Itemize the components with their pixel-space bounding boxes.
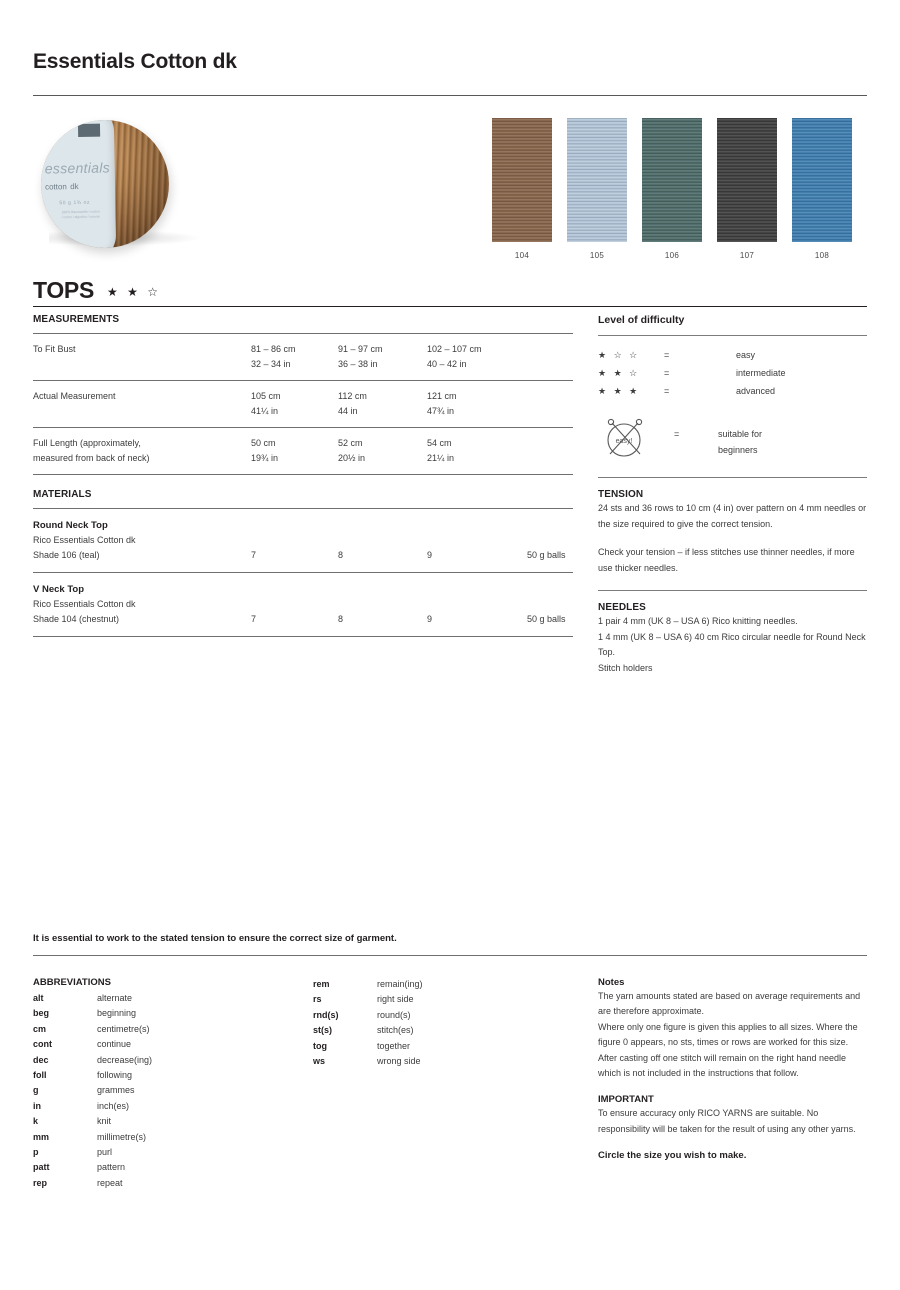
needles-heading: NEEDLES	[598, 602, 646, 613]
measurement-value-cm: 52 cm	[338, 438, 363, 448]
notes-paragraph-2: Where only one figure is given this applies to all sizes. Where the figure 0 appears, no sts, times or rows are worked for this size.	[598, 1021, 858, 1048]
difficulty-equals: =	[664, 350, 670, 360]
shade-swatch	[567, 118, 627, 260]
material-shade: Shade 104 (chestnut)	[33, 614, 120, 624]
shade-swatch-chip	[792, 118, 852, 242]
measurement-value-in: 44 in	[338, 406, 358, 416]
abbreviation-key: alt	[33, 993, 44, 1003]
abbreviation-key: g	[33, 1085, 39, 1096]
shade-swatch-label: 108	[814, 251, 830, 260]
shade-swatches	[492, 118, 872, 260]
tension-paragraph-1: 24 sts and 36 rows to 10 cm (4 in) over pattern on 4 mm needles or the size required to give the correct tension.	[598, 503, 867, 529]
abbreviation-row	[33, 1037, 293, 1052]
abbreviation-value: decrease(ing)	[97, 1054, 153, 1065]
abbreviation-value: knit	[97, 1116, 112, 1127]
abbreviation-row	[33, 1053, 293, 1068]
abbreviation-value: pattern	[97, 1162, 126, 1173]
notes-column	[598, 977, 870, 1162]
material-quantity: 8	[338, 550, 344, 560]
abbreviation-value: purl	[97, 1147, 113, 1158]
material-item	[33, 572, 573, 636]
measurement-label	[33, 428, 251, 475]
material-quantity: 7	[251, 550, 257, 560]
easy-badge-icon	[598, 407, 656, 463]
difficulty-label: intermediate	[736, 368, 786, 378]
measurement-value-cm: 91 – 97 cm	[338, 344, 383, 354]
easy-badge-text: easy!	[615, 438, 633, 445]
abbreviation-row	[33, 1068, 293, 1083]
abbreviation-key: st(s)	[313, 1025, 333, 1036]
abbreviation-value: centimetre(s)	[97, 1023, 150, 1034]
measurement-row	[33, 334, 573, 381]
measurement-value-in: 36 – 38 in	[338, 359, 378, 369]
left-column	[33, 314, 573, 637]
material-quantity: 8	[338, 614, 344, 624]
difficulty-equals: =	[664, 368, 670, 378]
abbreviation-value: following	[97, 1070, 133, 1081]
notes-paragraph-1: The yarn amounts stated are based on average requirements and are therefore approximate.	[598, 991, 861, 1017]
difficulty-row	[598, 350, 867, 368]
important-text: To ensure accuracy only RICO YARNS are suitable. No responsibility will be taken for the result of using any other yarns.	[598, 1108, 856, 1134]
measurement-value-cm: 112 cm	[338, 391, 367, 401]
tops-title: TOPS	[33, 277, 95, 303]
measurement-label-line1: To Fit Bust	[33, 344, 76, 354]
band-name-suffix: dk	[70, 181, 79, 192]
abbreviation-row	[33, 1114, 293, 1129]
abbreviations-column-1	[33, 977, 293, 1191]
abbreviation-row	[33, 1145, 293, 1160]
abbreviation-key: cm	[33, 1023, 47, 1034]
difficulty-label: advanced	[736, 386, 776, 396]
abbreviation-value: repeat	[97, 1177, 123, 1188]
notes-paragraph-3: After casting off one stitch will remain on the right hand needle which is not included in the instructions that follow.	[598, 1052, 846, 1079]
abbreviation-value: grammes	[97, 1085, 135, 1096]
section-tops-heading	[33, 277, 161, 304]
yarn-ball-band	[41, 120, 116, 248]
abbreviation-key: mm	[33, 1131, 50, 1142]
shade-swatch-label: 107	[739, 251, 755, 260]
shade-swatch-chip	[642, 118, 702, 242]
abbreviation-value: right side	[377, 994, 414, 1005]
abbreviation-row	[313, 992, 573, 1007]
abbreviation-key: rnd(s)	[313, 1009, 339, 1020]
abbreviation-value: beginning	[97, 1008, 137, 1019]
yarn-ball-photo	[33, 112, 233, 257]
measurements-heading: MEASUREMENTS	[33, 314, 120, 325]
measurement-value	[251, 334, 338, 381]
difficulty-label: easy	[736, 350, 756, 360]
material-shade: Shade 106 (teal)	[33, 550, 100, 560]
measurement-value-cm: 121 cm	[427, 391, 457, 401]
abbreviation-row	[313, 1023, 573, 1038]
shade-swatch	[492, 118, 552, 260]
abbreviation-key: rem	[313, 979, 330, 989]
band-name-line	[45, 178, 79, 193]
measurement-value-cm: 54 cm	[427, 438, 452, 448]
band-brand-line: essentials	[44, 159, 111, 177]
essential-tension-note: It is essential to work to the stated tension to ensure the correct size of garment.	[33, 933, 397, 944]
measurement-value	[427, 428, 527, 475]
measurement-label-line1: Actual Measurement	[33, 391, 116, 401]
beginner-eq: =	[674, 429, 680, 439]
measurement-value	[338, 428, 427, 475]
abbreviation-value: wrong side	[377, 1056, 421, 1067]
measurement-value	[427, 334, 527, 381]
difficulty-equals: =	[664, 386, 670, 396]
material-quantity-row	[33, 548, 573, 563]
measurement-label	[33, 334, 251, 381]
band-weight: 50 g 1¾ oz	[59, 199, 91, 207]
needle-line: Stitch holders	[598, 662, 653, 673]
abbreviation-key: ws	[313, 1056, 326, 1067]
measurement-value-in: 40 – 42 in	[427, 359, 467, 369]
materials-bottom-rule	[33, 636, 573, 637]
abbreviation-value: together	[377, 1040, 411, 1051]
measurement-value-in: 19¾ in	[251, 453, 279, 463]
abbreviation-row	[33, 1006, 293, 1021]
measurement-value-cm: 102 – 107 cm	[427, 344, 482, 354]
material-quantity: 7	[251, 614, 257, 624]
shade-swatch-label: 104	[514, 251, 530, 260]
needle-line: 1 pair 4 mm (UK 8 – USA 6) Rico knitting needles.	[598, 616, 798, 626]
abbreviation-key: in	[33, 1100, 41, 1111]
tops-difficulty-stars: ★ ★ ☆	[107, 284, 161, 299]
shade-swatch-chip	[492, 118, 552, 242]
needles-list	[598, 614, 867, 676]
knitting-needles-circle-icon	[598, 407, 656, 463]
rico-logo	[78, 124, 100, 137]
measurement-tail	[527, 334, 573, 381]
measurement-value	[338, 381, 427, 428]
abbreviation-key: dec	[33, 1054, 49, 1065]
abbreviation-row	[33, 1099, 293, 1114]
material-unit: 50 g balls	[527, 614, 566, 624]
shade-swatch	[642, 118, 702, 260]
material-quantity: 9	[427, 550, 433, 560]
abbreviations-column-2	[313, 977, 573, 1069]
beginner-label-line2: beginners	[718, 444, 758, 455]
circle-size-note: Circle the size you wish to make.	[598, 1150, 747, 1162]
beginner-badge-row	[598, 407, 867, 463]
measurement-label-line1: Full Length (approximately,	[33, 438, 141, 448]
shade-swatch-chip	[717, 118, 777, 242]
measurement-tail	[527, 381, 573, 428]
material-unit: 50 g balls	[527, 550, 566, 560]
abbreviation-key: beg	[33, 1008, 50, 1019]
material-yarn: Rico Essentials Cotton dk	[33, 599, 136, 609]
materials-list	[33, 508, 573, 637]
abbreviation-row	[33, 991, 293, 1006]
measurement-value-in: 32 – 34 in	[251, 359, 291, 369]
measurement-label-line2: measured from back of neck)	[33, 453, 150, 463]
shade-swatch	[792, 118, 852, 260]
abbreviation-key: k	[33, 1116, 39, 1127]
measurement-value-in: 47¾ in	[427, 406, 455, 416]
right-column	[598, 314, 867, 676]
abbreviation-value: remain(ing)	[377, 979, 423, 989]
needle-line: 1 4 mm (UK 8 – USA 6) 40 cm Rico circular needle for Round Neck Top.	[598, 631, 866, 657]
abbreviation-row	[313, 1039, 573, 1054]
measurement-row	[33, 381, 573, 428]
difficulty-stars: ★ ★ ☆	[598, 368, 640, 378]
abbreviation-key: patt	[33, 1162, 50, 1173]
abbreviation-key: rs	[313, 994, 322, 1005]
measurement-row	[33, 428, 573, 475]
difficulty-stars: ★ ★ ★	[598, 386, 640, 396]
measurement-value-in: 20½ in	[338, 453, 366, 463]
difficulty-row	[598, 368, 867, 386]
tension-paragraph-2: Check your tension – if less stitches use thinner needles, if more use thicker needles.	[598, 547, 855, 573]
abbreviation-row	[33, 1160, 293, 1175]
difficulty-table	[598, 350, 867, 404]
abbreviation-value: round(s)	[377, 1009, 411, 1020]
measurement-value	[251, 381, 338, 428]
beginner-label	[718, 407, 762, 458]
material-title: Round Neck Top	[33, 520, 108, 531]
abbreviation-key: p	[33, 1147, 39, 1158]
measurement-value-cm: 105 cm	[251, 391, 281, 401]
abbreviation-key: tog	[313, 1040, 327, 1051]
band-fineprint: 100% Baumwolle / cotton / coton / algodón / cotone	[61, 209, 100, 219]
measurement-value-cm: 50 cm	[251, 438, 276, 448]
abbreviation-value: inch(es)	[97, 1100, 130, 1111]
abbreviation-value: alternate	[97, 993, 133, 1003]
shade-swatch-chip	[567, 118, 627, 242]
difficulty-heading: Level of difficulty	[598, 314, 685, 326]
essential-divider	[33, 955, 867, 956]
abbreviation-row	[33, 1022, 293, 1037]
band-name-text: cotton	[44, 182, 67, 192]
difficulty-stars: ★ ☆ ☆	[598, 350, 640, 360]
important-heading: IMPORTANT	[598, 1094, 654, 1106]
beginner-label-line1: suitable for	[718, 429, 763, 439]
abbreviation-value: continue	[97, 1039, 132, 1050]
abbreviation-row	[33, 1176, 293, 1191]
measurement-label	[33, 381, 251, 428]
abbreviation-value: stitch(es)	[377, 1025, 414, 1036]
shade-swatch-label: 106	[664, 251, 680, 260]
abbreviation-row	[313, 977, 573, 992]
measurements-table	[33, 333, 573, 475]
tension-heading: TENSION	[598, 489, 644, 500]
page-title: Essentials Cotton dk	[33, 50, 237, 73]
materials-heading: MATERIALS	[33, 489, 92, 500]
notes-heading: Notes	[598, 977, 625, 988]
material-title: V Neck Top	[33, 584, 85, 595]
measurement-value	[251, 428, 338, 475]
measurement-value-cm: 81 – 86 cm	[251, 344, 296, 354]
material-quantity-row	[33, 612, 573, 627]
shade-swatch-row	[492, 118, 872, 260]
measurement-value	[338, 334, 427, 381]
measurement-value	[427, 381, 527, 428]
material-item	[33, 508, 573, 572]
measurement-value-in: 21¼ in	[427, 453, 455, 463]
abbreviation-row	[33, 1083, 293, 1098]
measurement-tail	[527, 428, 573, 475]
abbreviation-row	[33, 1130, 293, 1145]
abbreviation-key: rep	[33, 1177, 48, 1188]
abbreviation-key: foll	[33, 1070, 47, 1081]
yarn-ball	[41, 120, 169, 248]
material-quantity: 9	[427, 614, 433, 624]
shade-swatch	[717, 118, 777, 260]
abbreviation-key: cont	[33, 1039, 52, 1050]
material-yarn: Rico Essentials Cotton dk	[33, 535, 136, 545]
title-divider	[33, 95, 867, 96]
measurement-value-in: 41¼ in	[251, 406, 279, 416]
abbreviations-heading: ABBREVIATIONS	[33, 977, 111, 988]
abbreviation-value: millimetre(s)	[97, 1131, 146, 1142]
tops-divider	[33, 306, 867, 307]
shade-swatch-label: 105	[589, 251, 605, 260]
abbreviation-row	[313, 1008, 573, 1023]
difficulty-row	[598, 386, 867, 404]
abbreviation-row	[313, 1054, 573, 1069]
